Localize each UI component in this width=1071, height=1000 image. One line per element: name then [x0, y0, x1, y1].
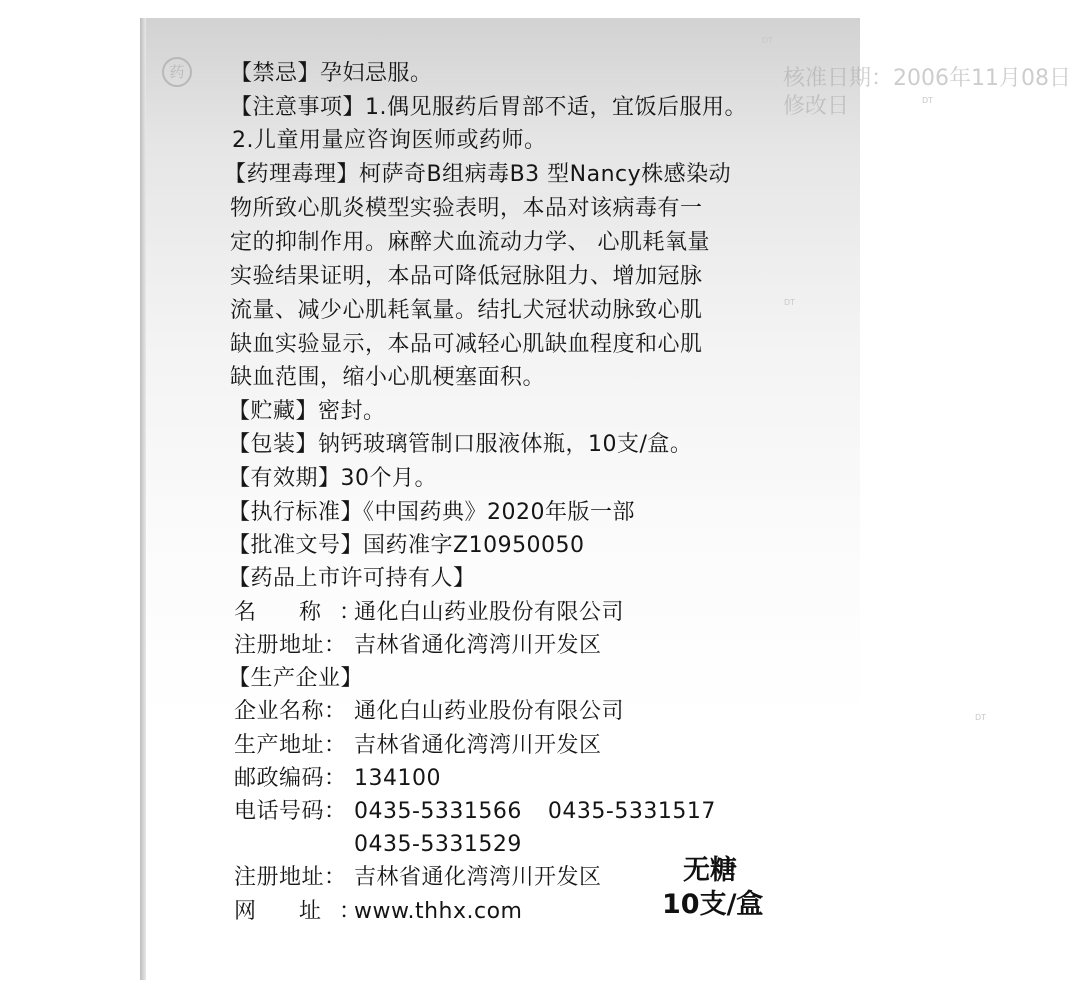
approval-number-line: 【批准文号】国药准字Z10950050	[228, 533, 585, 558]
license-holder-header: 【药品上市许可持有人】	[228, 566, 476, 591]
watermark-dt: DT	[784, 298, 796, 307]
postal-code-row	[234, 766, 441, 792]
postal-code-value: 134100	[354, 766, 441, 791]
pharmacology-line-6: 缺血实验显示，本品可减轻心肌缺血程度和心肌	[230, 332, 703, 357]
phone-value-3: 0435-5331529	[354, 832, 522, 857]
phone-value-1: 0435-5331566	[354, 799, 522, 824]
registered-address-label: 注册地址：	[234, 865, 347, 890]
pharmacology-line-1: 【药理毒理】柯萨奇B组病毒B3 型Nancy株感染动	[224, 162, 732, 187]
phone-row	[234, 799, 716, 825]
production-address-row	[234, 733, 602, 759]
contraindication-line: 【禁忌】孕妇忌服。	[230, 61, 433, 86]
holder-address-label: 注册地址：	[234, 633, 347, 658]
pharmacology-line-2: 物所致心肌炎模型实验表明，本品对该病毒有一	[230, 196, 703, 221]
pharmacology-line-3: 定的抑制作用。麻醉犬血流动力学、 心肌耗氧量	[230, 230, 710, 255]
phone-value-2: 0435-5331517	[547, 799, 716, 824]
registered-address-row	[234, 865, 602, 891]
holder-address-row	[234, 633, 602, 659]
registered-address-value: 吉林省通化湾湾川开发区	[354, 865, 602, 890]
phone-label: 电话号码：	[234, 799, 347, 824]
holder-name-row	[234, 600, 624, 626]
standard-line: 【执行标准】《中国药典》2020年版一部	[228, 500, 635, 525]
packaging-line: 【包装】钠钙玻璃管制口服液体瓶，10支/盒。	[228, 432, 693, 457]
faint-seal-icon: 药	[162, 57, 192, 87]
holder-address-value: 吉林省通化湾湾川开发区	[354, 633, 602, 658]
watermark-dt: DT	[975, 713, 987, 722]
holder-name-label: 名 称：	[234, 600, 379, 625]
company-row	[234, 699, 624, 725]
company-label: 企业名称：	[234, 699, 347, 724]
pharmacology-line-5: 流量、减少心肌耗氧量。结扎犬冠状动脉致心肌	[230, 298, 703, 323]
validity-line: 【有效期】30个月。	[228, 466, 437, 491]
quantity-stamp: 10支/盒	[662, 889, 764, 920]
bleed-through-text-2: 修改日	[783, 94, 850, 119]
watermark-dt: DT	[922, 96, 934, 105]
manufacturer-header: 【生产企业】	[228, 666, 364, 691]
storage-line: 【贮藏】密封。	[228, 399, 386, 424]
company-value: 通化白山药业股份有限公司	[354, 699, 625, 724]
website-row	[234, 899, 522, 925]
website-label: 网 址：	[234, 899, 379, 924]
production-address-value: 吉林省通化湾湾川开发区	[354, 733, 602, 758]
production-address-label: 生产地址：	[234, 733, 347, 758]
pharmacology-line-7: 缺血范围，缩小心肌梗塞面积。	[230, 365, 546, 390]
website-value: www.thhx.com	[354, 899, 523, 924]
postal-code-label: 邮政编码：	[234, 766, 347, 791]
holder-name-value: 通化白山药业股份有限公司	[354, 600, 625, 625]
precautions-line-2: 2.儿童用量应咨询医师或药师。	[232, 128, 547, 153]
sugar-free-stamp: 无糖	[683, 855, 737, 886]
paper-edge	[140, 18, 146, 980]
bleed-through-text-1: 核准日期：2006年11月08日	[783, 66, 1071, 91]
precautions-line: 【注意事项】1.偶见服药后胃部不适，宜饭后服用。	[230, 95, 747, 120]
pharmacology-line-4: 实验结果证明，本品可降低冠脉阻力、增加冠脉	[230, 264, 703, 289]
watermark-dt: DT	[762, 36, 774, 45]
